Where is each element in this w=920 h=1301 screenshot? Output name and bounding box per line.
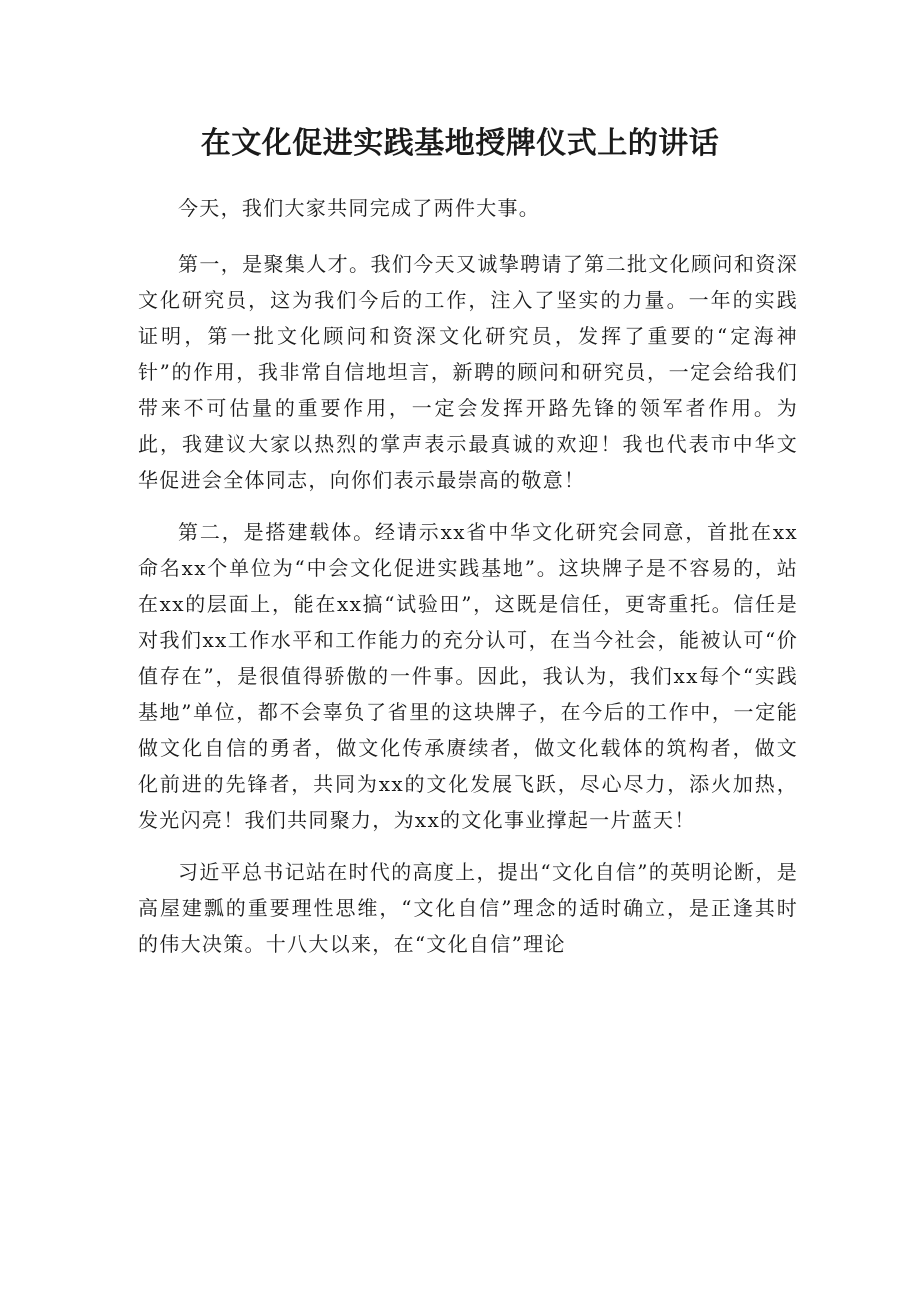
paragraph-second-point: 第二，是搭建载体。经请示xx省中华文化研究会同意，首批在xx命名xx个单位为“中会文化促进实践基地”。这块牌子是不容易的，站在xx的层面上，能在xx搞“试验田”，这既是信任，更寄重托。信任是对我们xx工作水平和工作能力的充分认可，在当今社会，能被认可“价值存在”，是很值得骄傲的一件事。因此，我认为，我们xx每个“实践基地”单位，都不会辜负了省里的这块牌子，在今后的工作中，一定能做文化自信的勇者，做文化传承赓续者，做文化载体的筑构者，做文化前进的先锋者，共同为xx的文化发展飞跃，尽心尽力，添火加热，发光闪亮！我们共同聚力，为xx的文化事业撑起一片蓝天！ xyxy=(138,520,798,832)
paragraph-first-point: 第一，是聚集人才。我们今天又诚挚聘请了第二批文化顾问和资深文化研究员，这为我们今后的工作，注入了坚实的力量。一年的实践证明，第一批文化顾问和资深文化研究员，发挥了重要的“定海神针”的作用，我非常自信地坦言，新聘的顾问和研究员，一定会给我们带来不可估量的重要作用，一定会发挥开路先锋的领军者作用。为此，我建议大家以热烈的掌声表示最真诚的欢迎！我也代表市中华文华促进会全体同志，向你们表示最崇高的敬意！ xyxy=(138,252,798,492)
paragraph-opening: 今天，我们大家共同完成了两件大事。 xyxy=(178,196,541,220)
paragraph-cultural-confidence: 习近平总书记站在时代的高度上，提出“文化自信”的英明论断，是高屋建瓢的重要理性思维，“文化自信”理念的适时确立，是正逢其时的伟大决策。十八大以来，在“文化自信”理论 xyxy=(138,860,798,956)
document-title: 在文化促进实践基地授牌仪式上的讲话 xyxy=(200,126,720,161)
document-body xyxy=(138,190,798,978)
